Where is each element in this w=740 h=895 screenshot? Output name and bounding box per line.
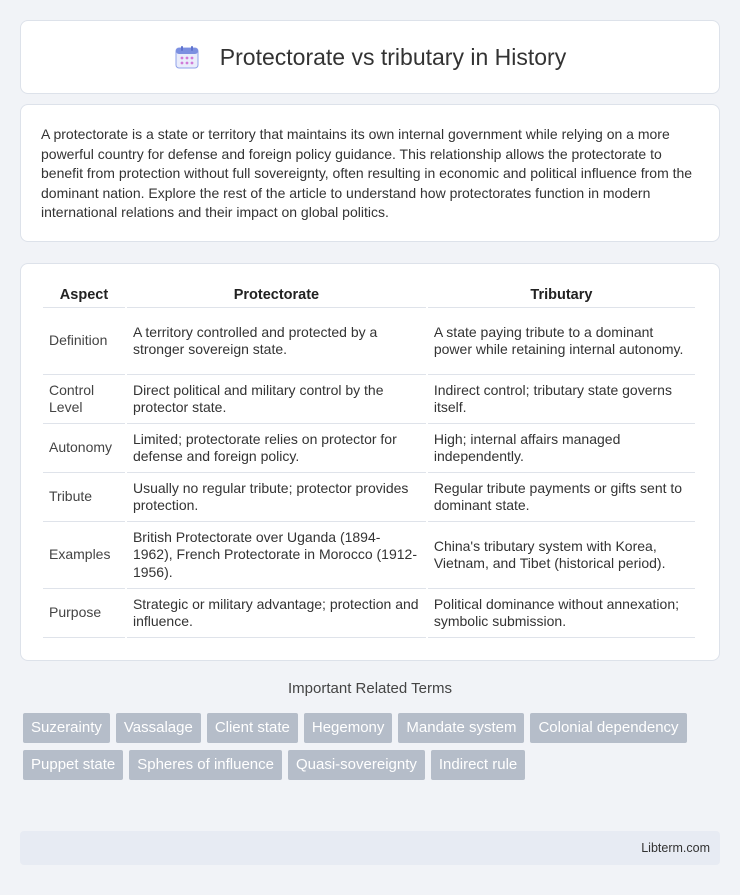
related-term-tag[interactable]: Puppet state — [23, 750, 123, 780]
table-row — [43, 473, 695, 522]
comparison-table — [41, 282, 697, 638]
cell-protectorate: A territory controlled and protected by a stronger sovereign state. — [127, 308, 426, 375]
intro-text: A protectorate is a state or territory that maintains its own internal government while relying on a more powerful country for defense and foreign policy guidance. This relationship allows the protectorate to benefit from protection without full sovereignty, often resulting in economic and political influence from the dominant nation. Explore the rest of the article to understand how protectorates function in modern international relations and their impact on global politics. — [41, 126, 693, 220]
column-header-tributary: Tributary — [428, 282, 695, 308]
table-row — [43, 522, 695, 589]
related-term-tag[interactable]: Colonial dependency — [530, 713, 686, 743]
cell-aspect: Tribute — [43, 473, 125, 522]
cell-aspect: Control Level — [43, 375, 125, 424]
table-row — [43, 589, 695, 638]
related-term-tag[interactable]: Vassalage — [116, 713, 201, 743]
cell-aspect: Autonomy — [43, 424, 125, 473]
page-title: Protectorate vs tributary in History — [219, 43, 567, 70]
cell-tributary: Regular tribute payments or gifts sent to dominant state. — [428, 473, 695, 522]
cell-protectorate: Usually no regular tribute; protector provides protection. — [127, 473, 426, 522]
related-terms-title: Important Related Terms — [288, 680, 452, 697]
related-term-tag[interactable]: Quasi-sovereignty — [288, 750, 425, 780]
comparison-table-card — [20, 263, 720, 661]
related-terms-list — [23, 713, 723, 780]
cell-tributary: China's tributary system with Korea, Vietnam, and Tibet (historical period). — [428, 522, 695, 589]
intro-card — [20, 104, 720, 242]
cell-protectorate: British Protectorate over Uganda (1894-1962), French Protectorate in Morocco (1912-1956). — [127, 522, 426, 589]
cell-tributary: A state paying tribute to a dominant power while retaining internal autonomy. — [428, 308, 695, 375]
header-card — [20, 20, 720, 94]
related-term-tag[interactable]: Indirect rule — [431, 750, 525, 780]
cell-protectorate: Limited; protectorate relies on protector for defense and foreign policy. — [127, 424, 426, 473]
column-header-protectorate: Protectorate — [127, 282, 426, 308]
table-row — [43, 375, 695, 424]
cell-tributary: Indirect control; tributary state governs itself. — [428, 375, 695, 424]
related-term-tag[interactable]: Spheres of influence — [129, 750, 282, 780]
table-row — [43, 308, 695, 375]
related-term-tag[interactable]: Hegemony — [304, 713, 393, 743]
cell-aspect: Definition — [43, 308, 125, 375]
table-header-row — [43, 282, 695, 308]
cell-aspect: Examples — [43, 522, 125, 589]
column-header-aspect: Aspect — [43, 282, 125, 308]
cell-tributary: Political dominance without annexation; symbolic submission. — [428, 589, 695, 638]
calendar-icon — [174, 44, 200, 70]
table-row — [43, 424, 695, 473]
footer — [20, 831, 720, 865]
related-term-tag[interactable]: Mandate system — [398, 713, 524, 743]
related-term-tag[interactable]: Client state — [207, 713, 298, 743]
cell-protectorate: Direct political and military control by the protector state. — [127, 375, 426, 424]
cell-aspect: Purpose — [43, 589, 125, 638]
related-term-tag[interactable]: Suzerainty — [23, 713, 110, 743]
footer-site-link[interactable]: Libterm.com — [641, 841, 710, 855]
cell-protectorate: Strategic or military advantage; protection and influence. — [127, 589, 426, 638]
cell-tributary: High; internal affairs managed independently. — [428, 424, 695, 473]
